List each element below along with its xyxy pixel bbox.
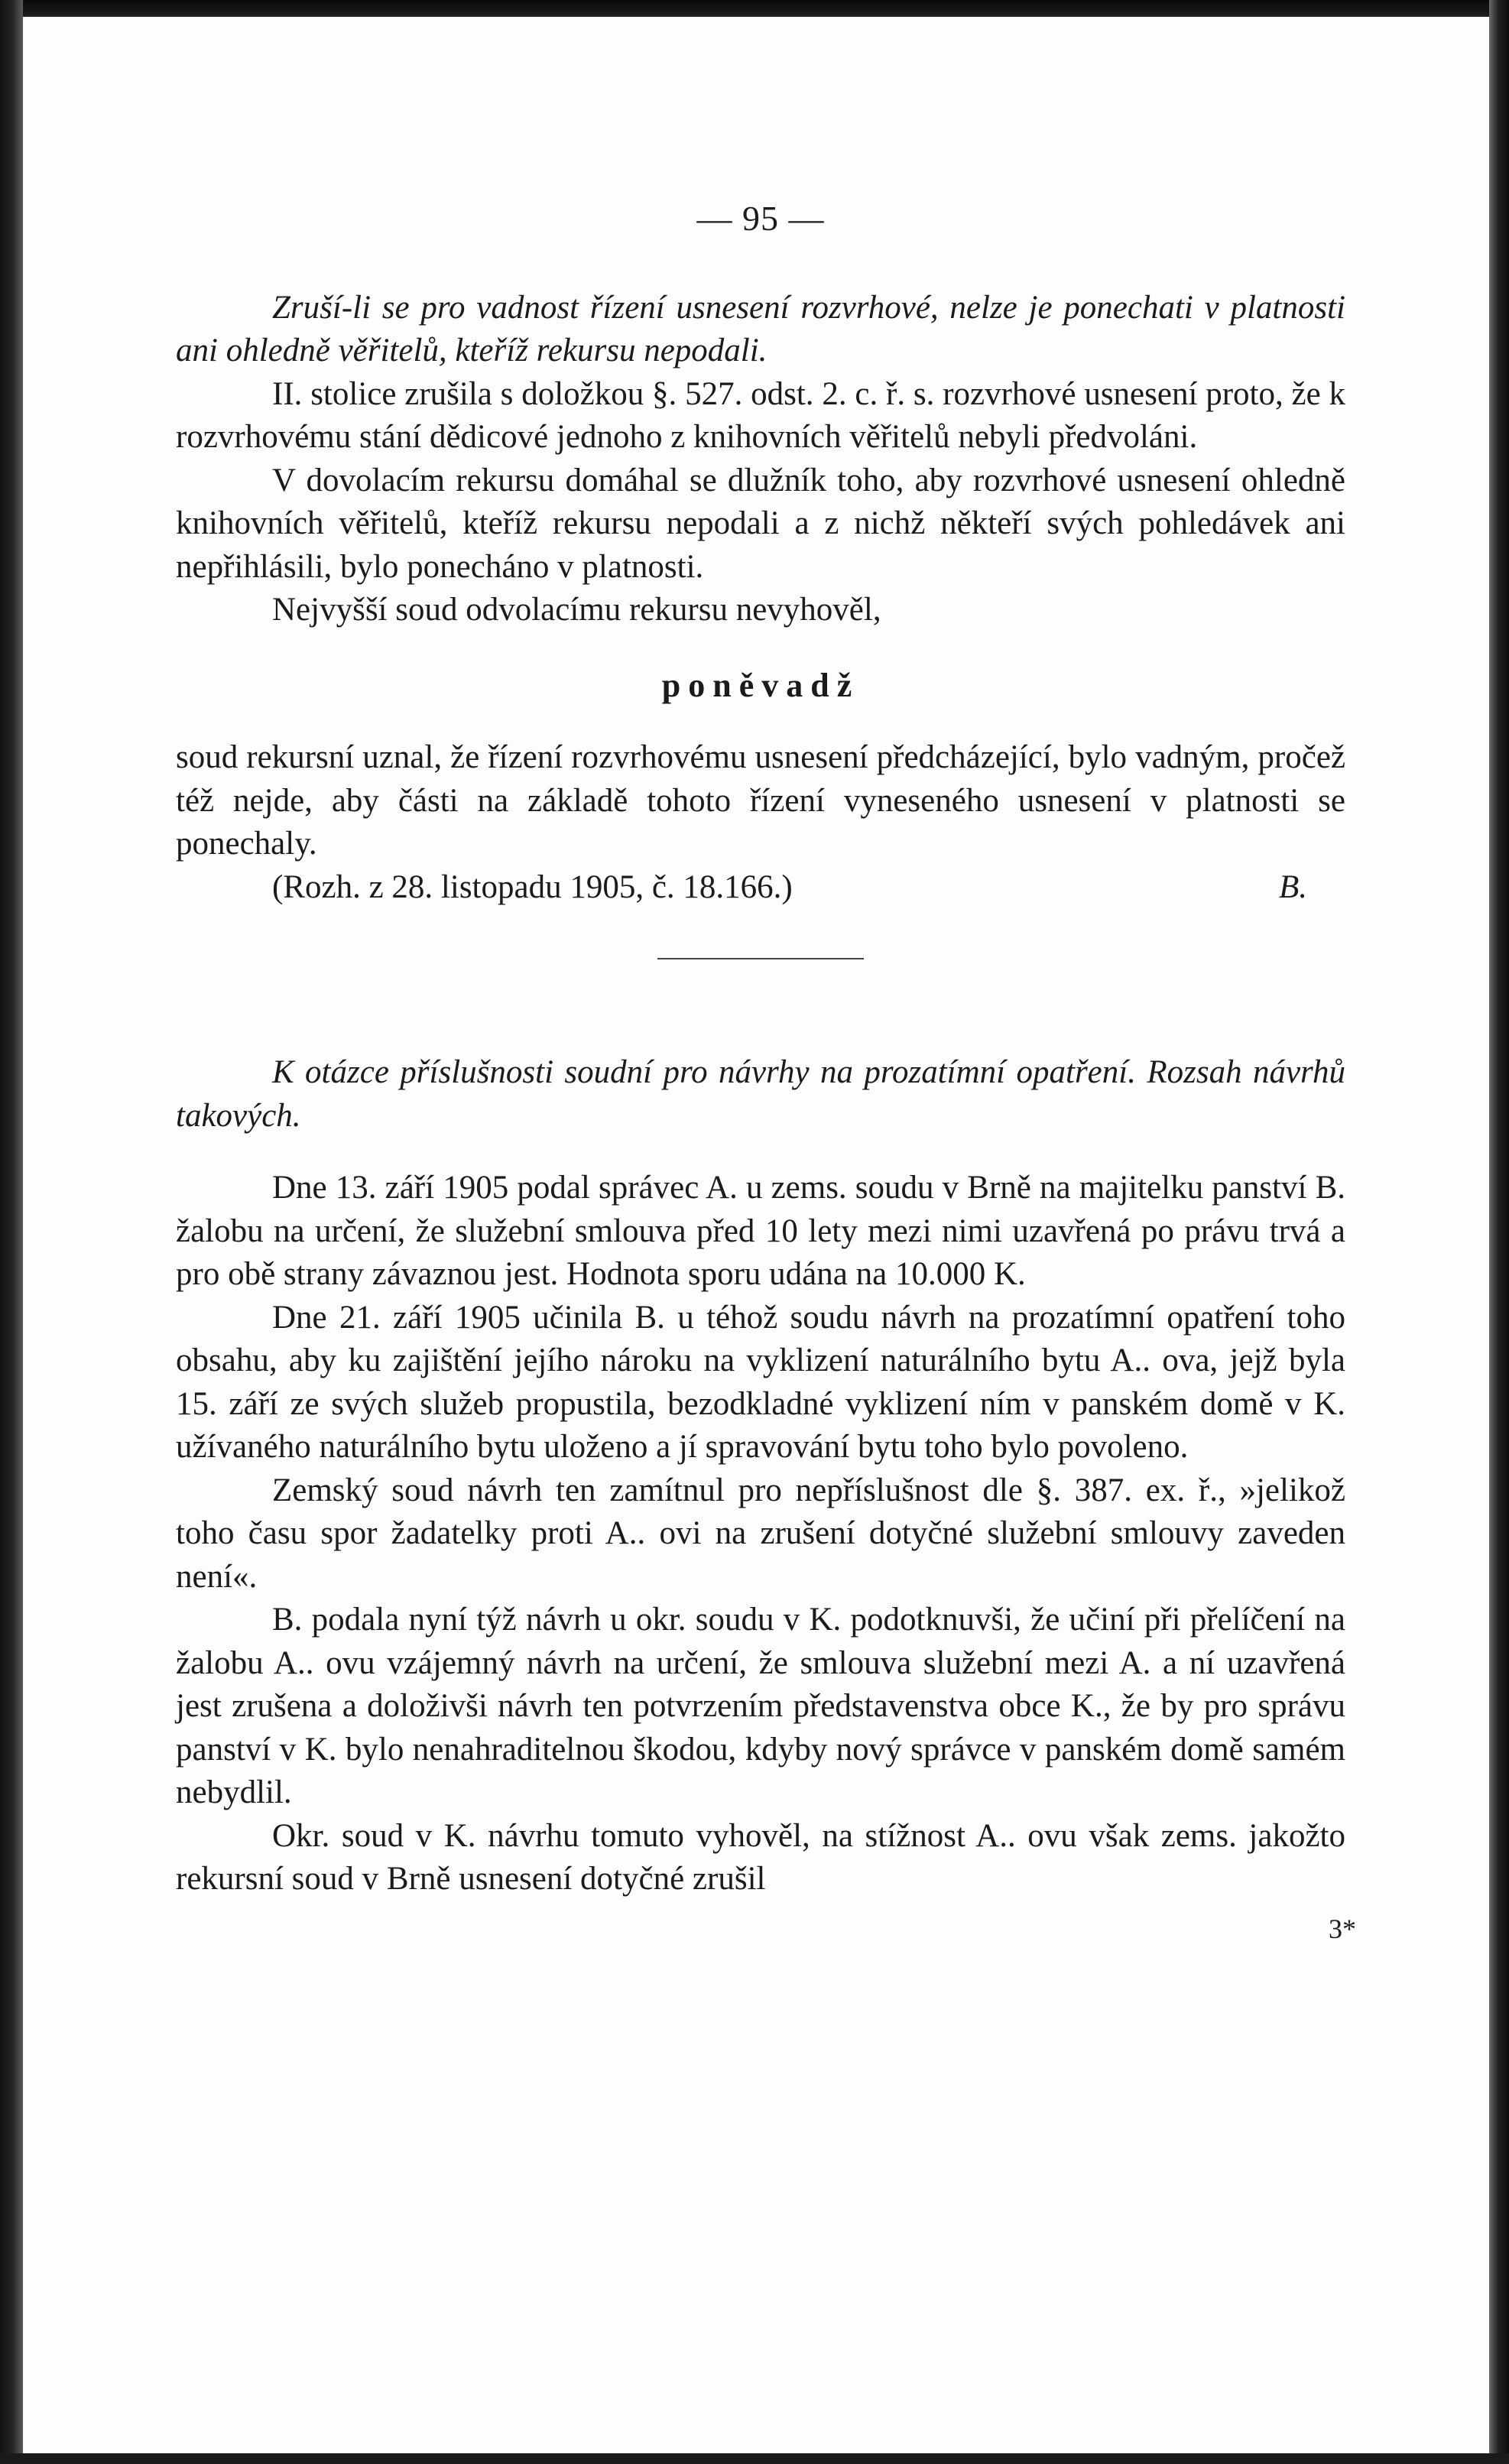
scan-border-bottom [0, 2453, 1509, 2464]
page-number: — 95 — [696, 199, 825, 238]
section2-paragraph-5: Okr. soud v K. návrhu tomuto vyhověl, na stížnost A.. ovu však zems. jakožto rekursní soud v Brně usnesení dotyčné zrušil [176, 1817, 1345, 1897]
scan-border-left [0, 0, 23, 2464]
section1-paragraph-2: V dovolacím rekursu domáhal se dlužník toho, aby rozvrhové usnesení ohledně knihovních věřitelů, kteříž rekursu nepodali a z nichž někteří svých pohledávek ani nepřihlásili, bylo ponecháno v platnosti. [176, 462, 1345, 585]
section1-paragraph-1: II. stolice zrušila s doložkou §. 527. odst. 2. c. ř. s. rozvrhové usnesení proto, že k rozvrhovému stání dědicové jednoho z knihovních věřitelů nebyli předvoláni. [176, 375, 1345, 455]
section1-reason: soud rekursní uznal, že řízení rozvrhovému usnesení předcházející, bylo vadným, pročež též nejde, aby části na základě tohoto řízení vyneseného usnesení v platnosti se ponechaly. [176, 739, 1345, 862]
section1-heading: Zruší-li se pro vadnost řízení usnesení rozvrhové, nelze je ponechati v platnosti ani ohledně věřitelů, kteříž rekursu nepodali. [176, 289, 1345, 368]
page-text [176, 197, 1356, 1950]
signature-mark: 3* [1329, 1913, 1356, 1944]
book-page [23, 17, 1489, 2453]
section1-signature: B. [1278, 868, 1307, 905]
section2-paragraph-1: Dne 13. září 1905 podal správec A. u zems. soudu v Brně na majitelku panství B. žalobu na určení, že služební smlouva před 10 lety mezi nimi uzavřená po právu trvá a pro obě strany závaznou jest. Hodnota sporu udána na 10.000 K. [176, 1170, 1345, 1292]
scan-border-right [1489, 0, 1509, 2464]
section1-citation: (Rozh. z 28. listopadu 1905, č. 18.166.) [272, 868, 793, 905]
spaced-word-ponevadz: poněvadž [661, 666, 860, 704]
section2-paragraph-2: Dne 21. září 1905 učinila B. u téhož soudu návrh na prozatímní opatření toho obsahu, aby ku zajištění jejího nároku na vyklizení naturálního bytu A.. ova, jejž byla 15. září ze svých služeb propustila, bezodkladné vyklizení ním v panském domě v K. užívaného naturálního bytu uloženo a jí spravování bytu toho bylo povoleno. [176, 1299, 1345, 1465]
section2-heading: K otázce příslušnosti soudní pro návrhy na prozatímní opatření. Rozsah návrhů takových. [176, 1054, 1345, 1134]
section2-paragraph-3: Zemský soud návrh ten zamítnul pro nepříslušnost dle §. 387. ex. ř., »jelikož toho času spor žadatelky proti A.. ovi na zrušení dotyčné služební smlouvy zaveden není«. [176, 1472, 1345, 1595]
section1-paragraph-3: Nejvyšší soud odvolacímu rekursu nevyhověl, [272, 592, 881, 628]
section2-paragraph-4: B. podala nyní týž návrh u okr. soudu v K. podotknuvši, že učiní při přelíčení na žalobu A.. ovu vzájemný návrh na určení, že smlouva služební mezi A. a ní uzavřená jest zrušena a doloživši návrh ten potvrzením představenstva obce K., že by pro správu panství v K. bylo nenahraditelnou škodou, kdyby nový správce v panském domě samém nebydlil. [176, 1602, 1345, 1810]
section-separator [657, 958, 864, 959]
scan-border-top [0, 0, 1509, 17]
section1-citation-line [176, 866, 1345, 910]
